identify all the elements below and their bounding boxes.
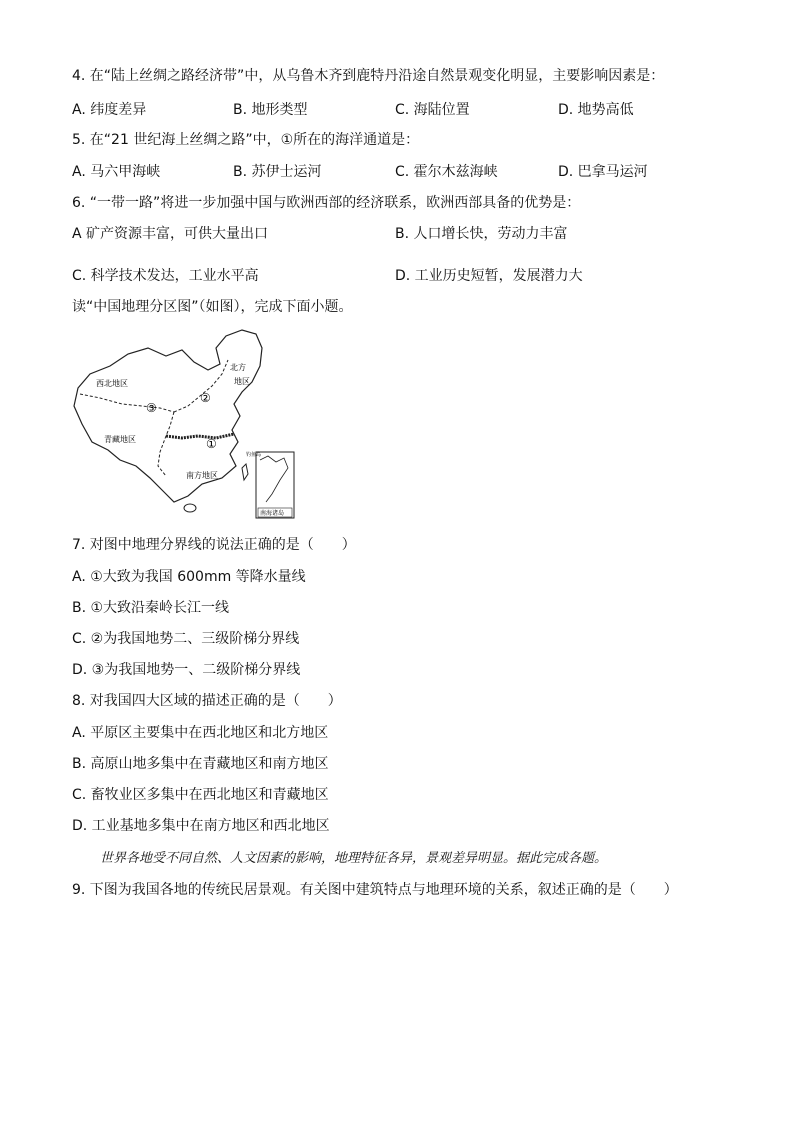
q7-option-b: B. ①大致沿秦岭长江一线 <box>72 600 230 616</box>
q7-option-d: D. ③为我国地势一、二级阶梯分界线 <box>72 662 301 678</box>
q5-option-b: B. 苏伊士运河 <box>233 164 322 180</box>
q6-option-a: A 矿产资源丰富，可供大量出口 <box>72 226 269 242</box>
label-inset: 南海诸岛 <box>260 510 285 517</box>
taiwan-island <box>242 464 248 480</box>
q8-option-b: B. 高原山地多集中在青藏地区和南方地区 <box>72 756 329 772</box>
q7-option-c: C. ②为我国地势二、三级阶梯分界线 <box>72 631 300 647</box>
q6-stem: 6. “一带一路”将进一步加强中国与欧洲西部的经济联系，欧洲西部具备的优势是： <box>72 195 581 211</box>
world-intro: 世界各地受不同自然、人文因素的影响，地理特征各异，景观差异明显。据此完成各题。 <box>100 851 608 866</box>
china-outline <box>74 330 262 502</box>
q6-option-b: B. 人口增长快，劳动力丰富 <box>395 226 568 242</box>
q4-option-a: A. 纬度差异 <box>72 102 147 118</box>
q5-stem: 5. 在“21 世纪海上丝绸之路”中，①所在的海洋通道是： <box>72 132 420 148</box>
label-qingzang: 青藏地区 <box>104 435 136 444</box>
q5-option-a: A. 马六甲海峡 <box>72 164 161 180</box>
hainan-island <box>184 504 196 512</box>
q7-option-a: A. ①大致为我国 600mm 等降水量线 <box>72 569 306 585</box>
q4-option-d: D. 地势高低 <box>558 102 634 118</box>
label-north2: 地区 <box>234 377 250 386</box>
q8-stem: 8. 对我国四大区域的描述正确的是（ ） <box>72 693 342 709</box>
q4-option-c: C. 海陆位置 <box>395 102 470 118</box>
q8-option-a: A. 平原区主要集中在西北地区和北方地区 <box>72 725 329 741</box>
label-n3: ③ <box>146 401 157 415</box>
q4-stem: 4. 在“陆上丝绸之路经济带”中，从乌鲁木齐到鹿特丹沿途自然景观变化明显，主要影响因素是： <box>72 68 665 84</box>
label-south: 南方地区 <box>186 471 218 480</box>
label-n1: ① <box>206 437 217 451</box>
label-diaoyu: 钓鱼岛 <box>246 452 262 458</box>
q4-option-b: B. 地形类型 <box>233 102 308 118</box>
china-regions-map <box>70 326 298 522</box>
map-intro: 读“中国地理分区图”（如图），完成下面小题。 <box>72 299 353 315</box>
q5-option-c: C. 霍尔木兹海峡 <box>395 164 498 180</box>
q6-option-c: C. 科学技术发达，工业水平高 <box>72 268 259 284</box>
label-northwest: 西北地区 <box>96 379 128 388</box>
label-north: 北方 <box>230 363 246 372</box>
q5-option-d: D. 巴拿马运河 <box>558 164 648 180</box>
q9-stem: 9. 下图为我国各地的传统民居景观。有关图中建筑特点与地理环境的关系，叙述正确的是（ ） <box>72 882 678 898</box>
q6-option-d: D. 工业历史短暂，发展潜力大 <box>395 268 583 284</box>
q8-option-c: C. 畜牧业区多集中在西北地区和青藏地区 <box>72 787 329 803</box>
q7-stem: 7. 对图中地理分界线的说法正确的是（ ） <box>72 537 356 553</box>
label-n2: ② <box>200 391 211 405</box>
q8-option-d: D. 工业基地多集中在南方地区和西北地区 <box>72 818 330 834</box>
